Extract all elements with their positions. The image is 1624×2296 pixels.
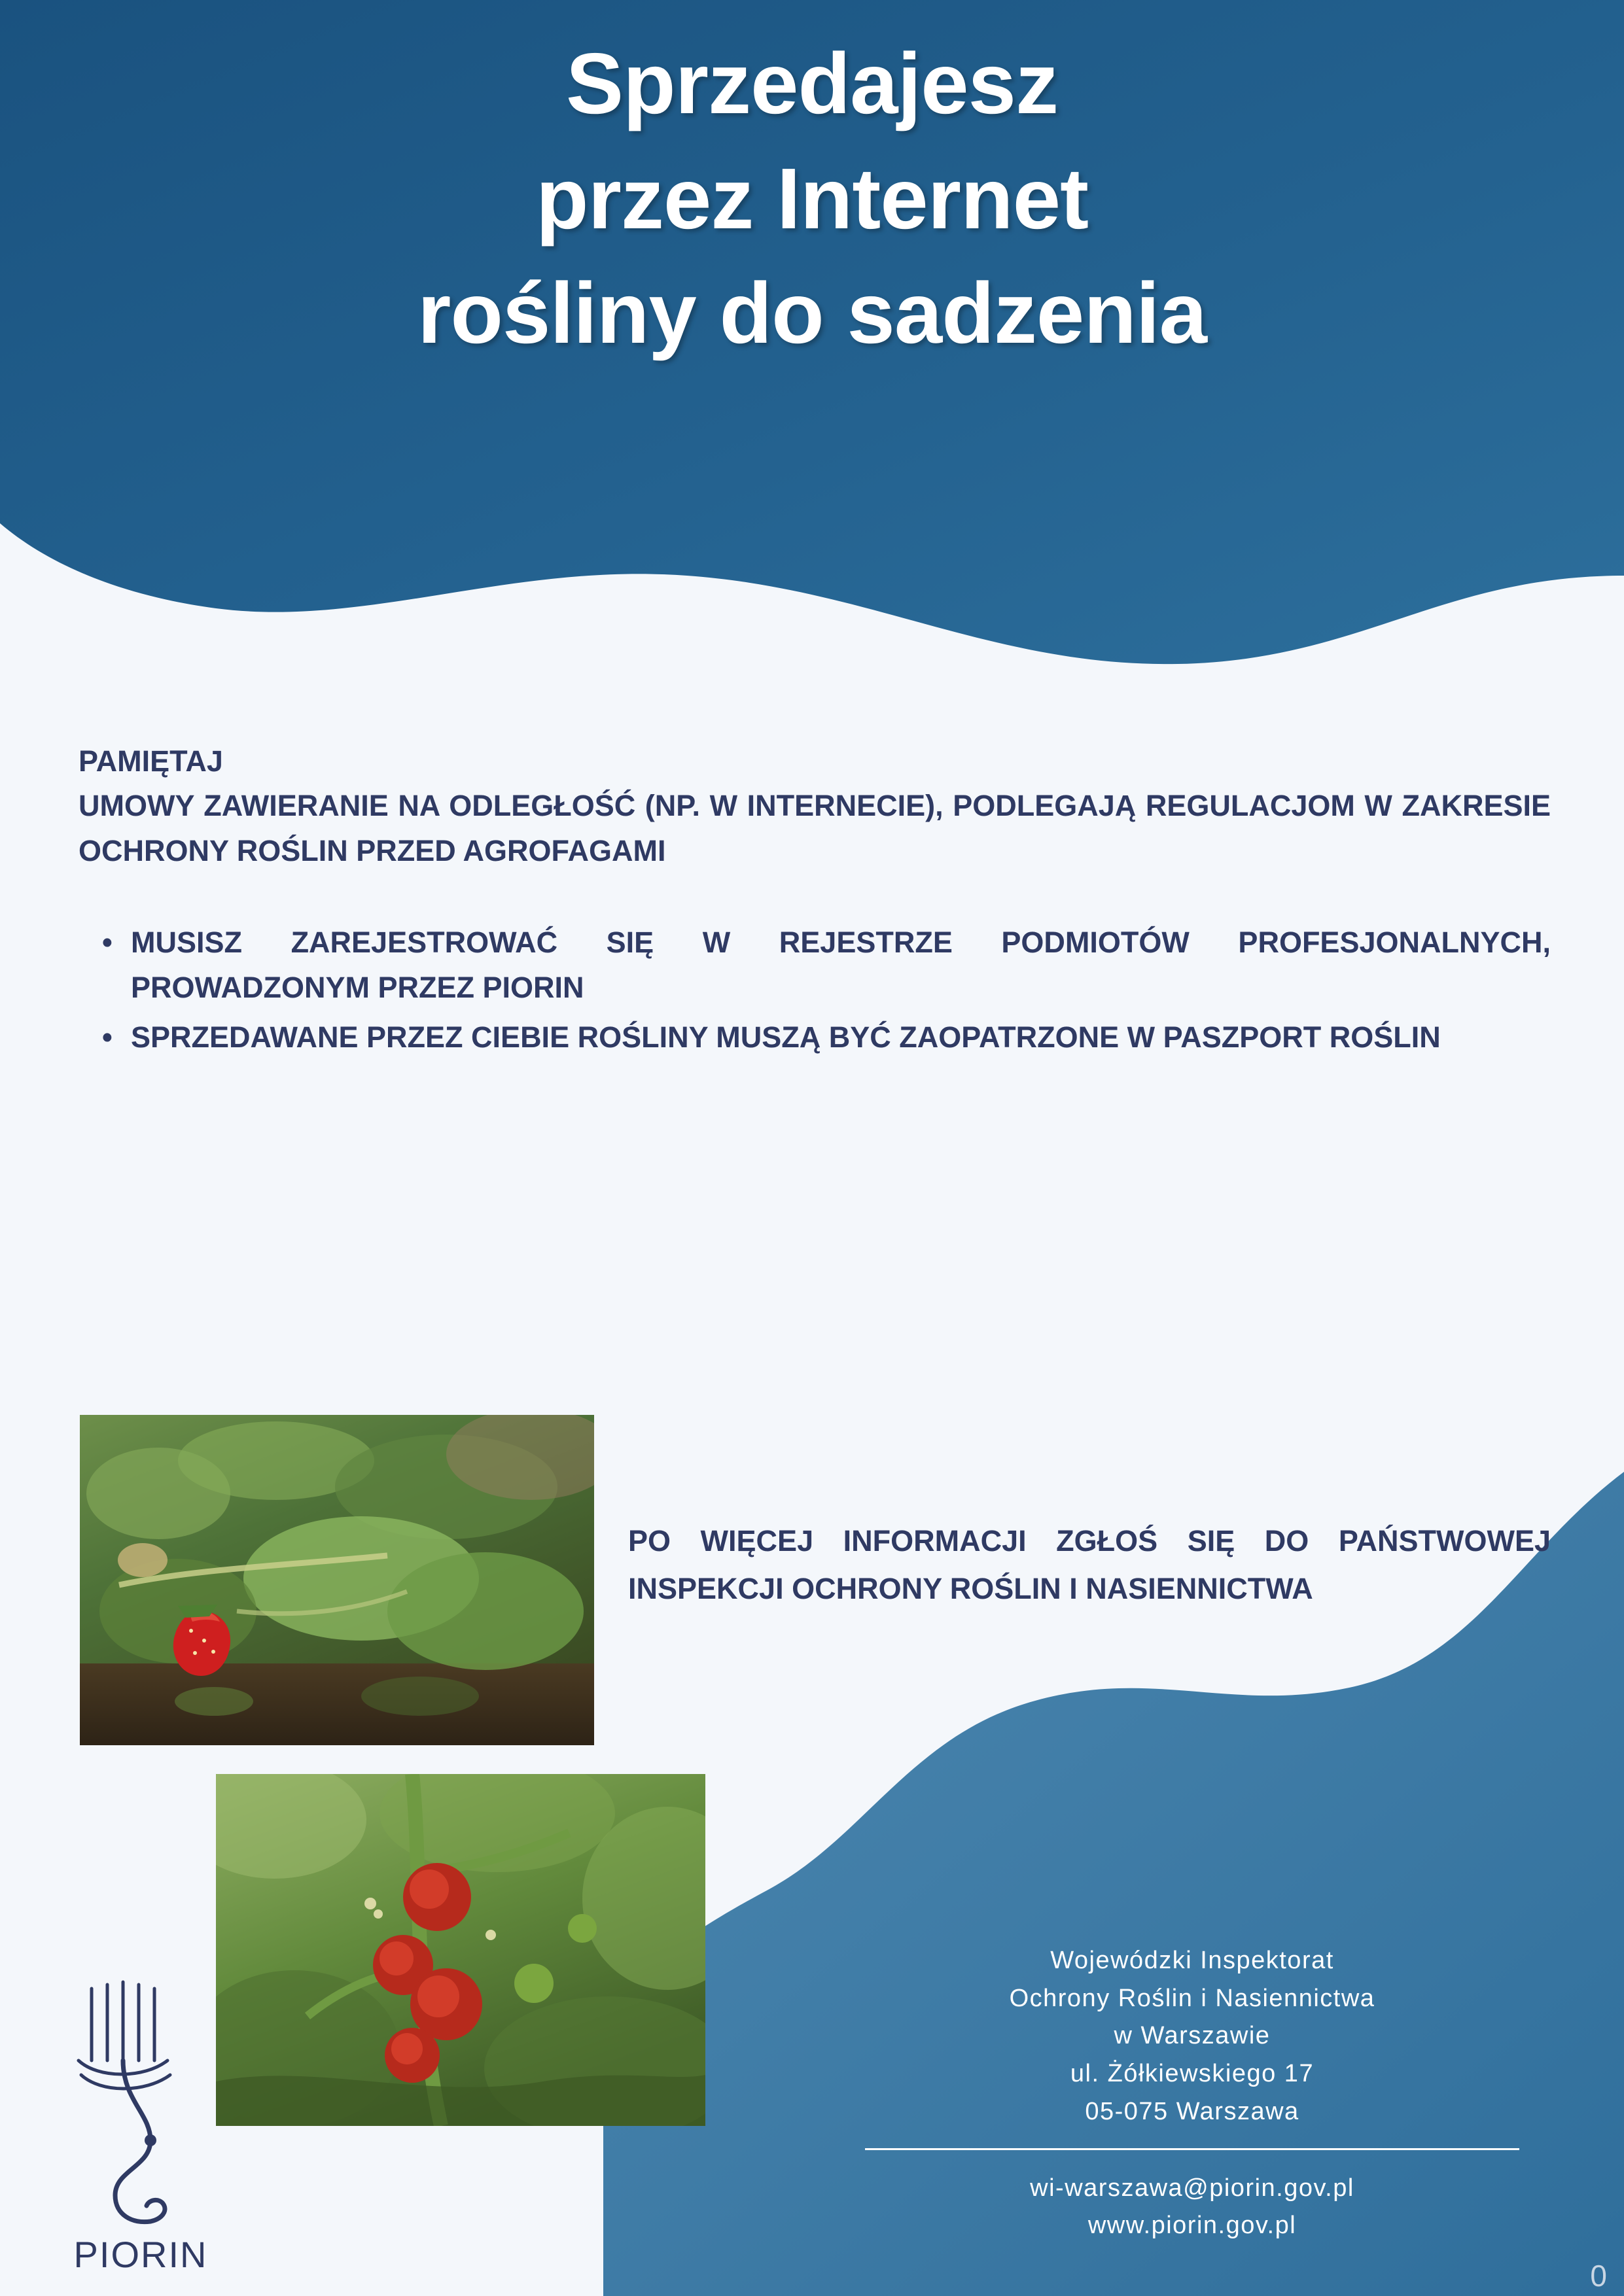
requirements-list [79,920,1551,1060]
intro-paragraph: UMOWY ZAWIERANIE NA ODLEGŁOŚĆ (NP. W INTERNECIE), PODLEGAJĄ REGULACJOM W ZAKRESIE OCHRONY ROŚLIN PRZED AGROFAGAMI [79,789,1551,867]
title-line-3: rośliny do sadzenia [417,265,1207,362]
intro-label: PAMIĘTAJ [79,744,223,778]
contact-email[interactable]: wi-warszawa@piorin.gov.pl [1030,2174,1354,2202]
contact-line-4: ul. Żółkiewskiego 17 [1070,2060,1315,2087]
page-title [0,26,1624,371]
strawberry-photo [80,1415,594,1745]
page-number: 0 [1590,2259,1607,2293]
body-copy [79,739,1551,1065]
tomato-photo [216,1774,705,2126]
contact-line-5: 05-075 Warszawa [1085,2097,1299,2125]
contact-website[interactable]: www.piorin.gov.pl [1087,2212,1297,2240]
title-line-2: przez Internet [535,150,1089,247]
list-item: • SPRZEDAWANE PRZEZ CIEBIE ROŚLINY MUSZĄ BYĆ ZAOPATRZONE W PASZPORT ROŚLIN [131,1015,1551,1060]
contact-line-1: Wojewódzki Inspektorat [1050,1946,1334,1974]
info-paragraph: PO WIĘCEJ INFORMACJI ZGŁOŚ SIĘ DO PAŃSTWOWEJ INSPEKCJI OCHRONY ROŚLIN I NASIENNICTWA [628,1524,1551,1605]
contact-divider [865,2148,1519,2150]
title-line-1: Sprzedajesz [566,35,1058,131]
piorin-logo [52,1962,229,2276]
contact-block [865,1942,1519,2245]
contact-line-3: w Warszawie [1114,2022,1271,2050]
logo-text: PIORIN [73,2234,208,2275]
contact-line-2: Ochrony Roślin i Nasiennictwa [1009,1984,1375,2012]
list-item: • MUSISZ ZAREJESTROWAĆ SIĘ W REJESTRZE PODMIOTÓW PROFESJONALNYCH, PROWADZONYM PRZEZ PIORIN [131,920,1551,1010]
